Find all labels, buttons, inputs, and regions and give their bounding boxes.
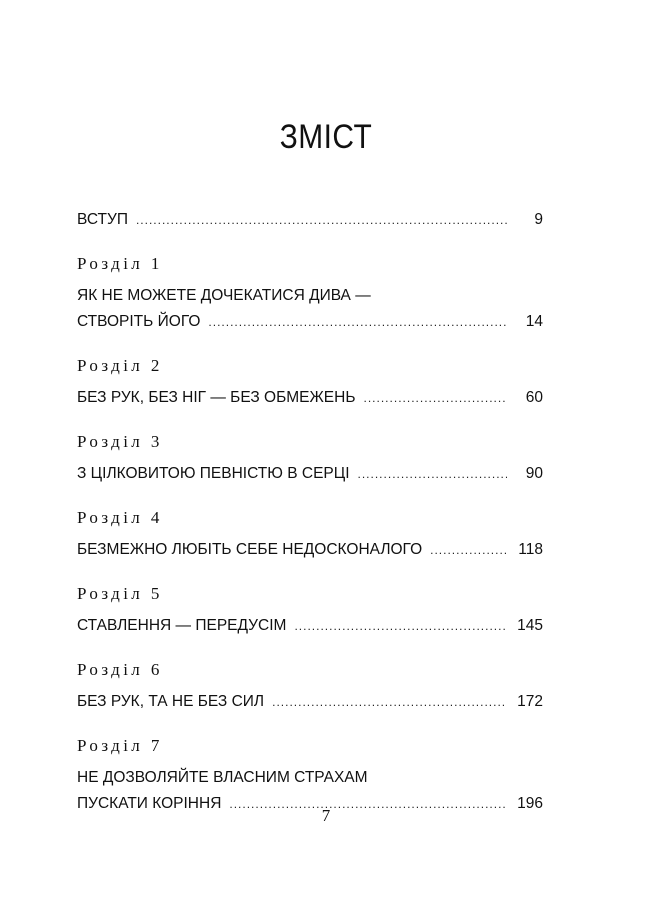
- entry-page-number: 60: [525, 389, 543, 406]
- entry-title: БЕЗМЕЖНО ЛЮБІТЬ СЕБЕ НЕДОСКОНАЛОГО: [77, 541, 423, 558]
- chapter-label: Розділ 4: [77, 508, 163, 527]
- entry-page-number: 90: [525, 465, 543, 482]
- dot-leader: [364, 385, 507, 411]
- toc-entry-line: [77, 207, 543, 233]
- entry-page-number: 172: [517, 693, 543, 710]
- toc-entry-line: [77, 765, 543, 791]
- entry-title: СТАВЛЕННЯ — ПЕРЕДУСІМ: [77, 617, 287, 634]
- entry-title: НЕ ДОЗВОЛЯЙТЕ ВЛАСНИМ СТРАХАМ: [77, 769, 368, 786]
- entry-title: ВСТУП: [77, 211, 128, 228]
- entry-page-number: 196: [517, 795, 543, 812]
- chapter-label: Розділ 2: [77, 356, 163, 375]
- dot-leader: [294, 613, 507, 639]
- dot-leader: [272, 689, 507, 715]
- toc-entry-line: [77, 689, 543, 715]
- toc-entry-line: [77, 283, 543, 309]
- toc-entry-line: [77, 613, 543, 639]
- dot-leader: [136, 207, 507, 233]
- entry-page-number: 118: [518, 541, 543, 558]
- chapter-label: Розділ 7: [77, 736, 163, 755]
- toc-entry-intro: [77, 207, 543, 233]
- entry-title: БЕЗ РУК, БЕЗ НІГ — БЕЗ ОБМЕЖЕНЬ: [77, 389, 356, 406]
- entry-page-number: 145: [517, 617, 543, 634]
- entry-title: З ЦІЛКОВИТОЮ ПЕВНІСТЮ В СЕРЦІ: [77, 465, 350, 482]
- chapter-label: Розділ 6: [77, 660, 163, 679]
- entry-page-number: 9: [534, 211, 543, 228]
- entry-title: БЕЗ РУК, ТА НЕ БЕЗ СИЛ: [77, 693, 265, 710]
- toc-entry-line: [77, 309, 543, 335]
- entry-title-continued: СТВОРІТЬ ЙОГО: [77, 313, 201, 330]
- entry-page-number: 14: [525, 313, 543, 330]
- dot-leader: [208, 309, 507, 335]
- entry-title: ЯК НЕ МОЖЕТЕ ДОЧЕКАТИСЯ ДИВА —: [77, 287, 371, 304]
- toc-entry-line: [77, 537, 543, 563]
- toc-chapter-2: [77, 355, 543, 411]
- toc-entry-line: [77, 385, 543, 411]
- dot-leader: [430, 537, 507, 563]
- toc-entry-line: [77, 461, 543, 487]
- chapter-label: Розділ 3: [77, 432, 163, 451]
- toc-chapter-1: [77, 253, 543, 335]
- toc-chapter-6: [77, 659, 543, 715]
- entry-title-continued: ПУСКАТИ КОРІННЯ: [77, 795, 222, 812]
- table-of-contents: [77, 207, 543, 817]
- chapter-label: Розділ 1: [77, 254, 163, 273]
- page-number: 7: [321, 806, 331, 825]
- toc-chapter-4: [77, 507, 543, 563]
- dot-leader: [358, 461, 507, 487]
- toc-chapter-7: [77, 735, 543, 817]
- chapter-label: Розділ 5: [77, 584, 163, 603]
- toc-chapter-5: [77, 583, 543, 639]
- toc-chapter-3: [77, 431, 543, 487]
- page-title: ЗМІСТ: [279, 118, 373, 156]
